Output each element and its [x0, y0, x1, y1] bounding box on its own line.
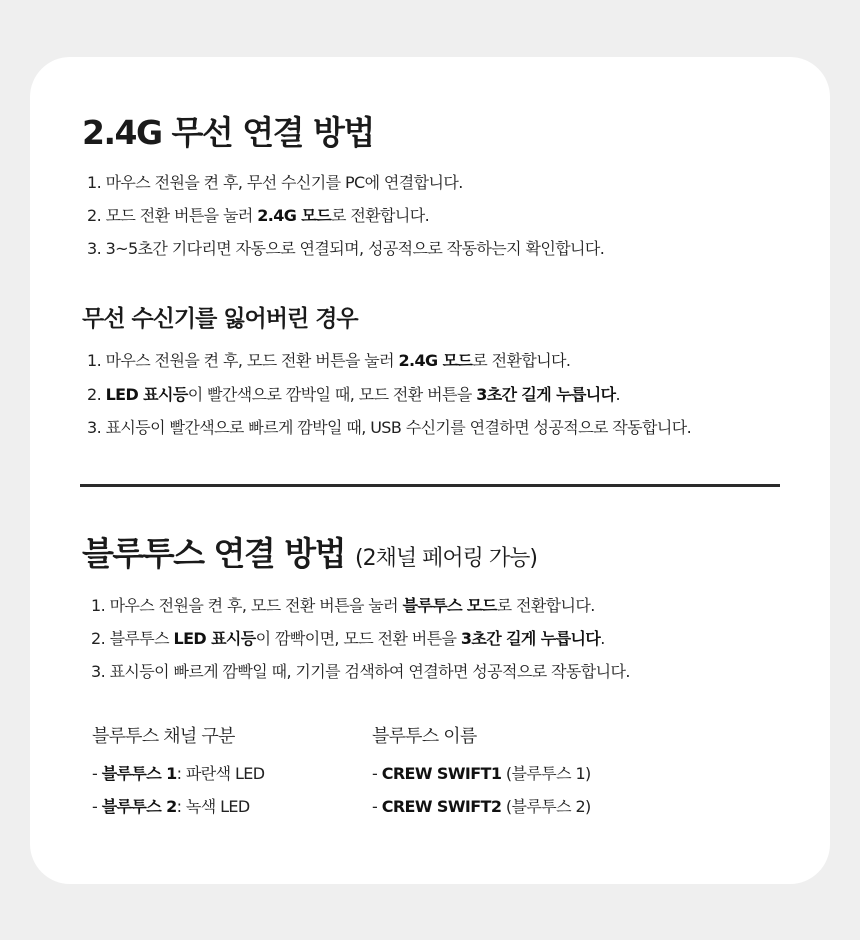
section-title-bluetooth: 블루투스 연결 방법 (2채널 페어링 가능): [82, 534, 537, 573]
step-24g-1: 1. 마우스 전원을 켠 후, 무선 수신기를 PC에 연결합니다.: [87, 173, 463, 192]
step-bt-2: 2. 블루투스 LED 표시등이 깜빡이면, 모드 전환 버튼을 3초간 길게 누릅니다.: [91, 629, 605, 648]
section-divider: [80, 484, 780, 487]
bluetooth-name-row-2: - CREW SWIFT2 (블루투스 2): [372, 797, 591, 816]
name-column-header: 블루투스 이름: [372, 726, 477, 747]
channel-column-header: 블루투스 채널 구분: [92, 726, 235, 747]
channel-row-1: - 블루투스 1: 파란색 LED: [92, 764, 265, 783]
step-24g-2: 2. 모드 전환 버튼을 눌러 2.4G 모드로 전환합니다.: [87, 206, 430, 225]
step-24g-3: 3. 3~5초간 기다리면 자동으로 연결되며, 성공적으로 작동하는지 확인합니다.: [87, 239, 605, 258]
step-lost-1: 1. 마우스 전원을 켠 후, 모드 전환 버튼을 눌러 2.4G 모드로 전환합니다.: [87, 351, 571, 370]
step-bt-3: 3. 표시등이 빠르게 깜빡일 때, 기기를 검색하여 연결하면 성공적으로 작동합니다.: [91, 662, 630, 681]
section-title-24g: 2.4G 무선 연결 방법: [82, 113, 374, 152]
bluetooth-name-row-1: - CREW SWIFT1 (블루투스 1): [372, 764, 591, 783]
instruction-card: [30, 57, 830, 884]
step-lost-2: 2. LED 표시등이 빨간색으로 깜박일 때, 모드 전환 버튼을 3초간 길게 누릅니다.: [87, 385, 621, 404]
section-title-lost-receiver: 무선 수신기를 잃어버린 경우: [82, 306, 358, 332]
channel-row-2: - 블루투스 2: 녹색 LED: [92, 797, 250, 816]
step-bt-1: 1. 마우스 전원을 켠 후, 모드 전환 버튼을 눌러 블루투스 모드로 전환합니다.: [91, 596, 595, 615]
section-subtitle-bluetooth: (2채널 페어링 가능): [355, 546, 537, 571]
step-lost-3: 3. 표시등이 빨간색으로 빠르게 깜박일 때, USB 수신기를 연결하면 성공적으로 작동합니다.: [87, 418, 692, 437]
